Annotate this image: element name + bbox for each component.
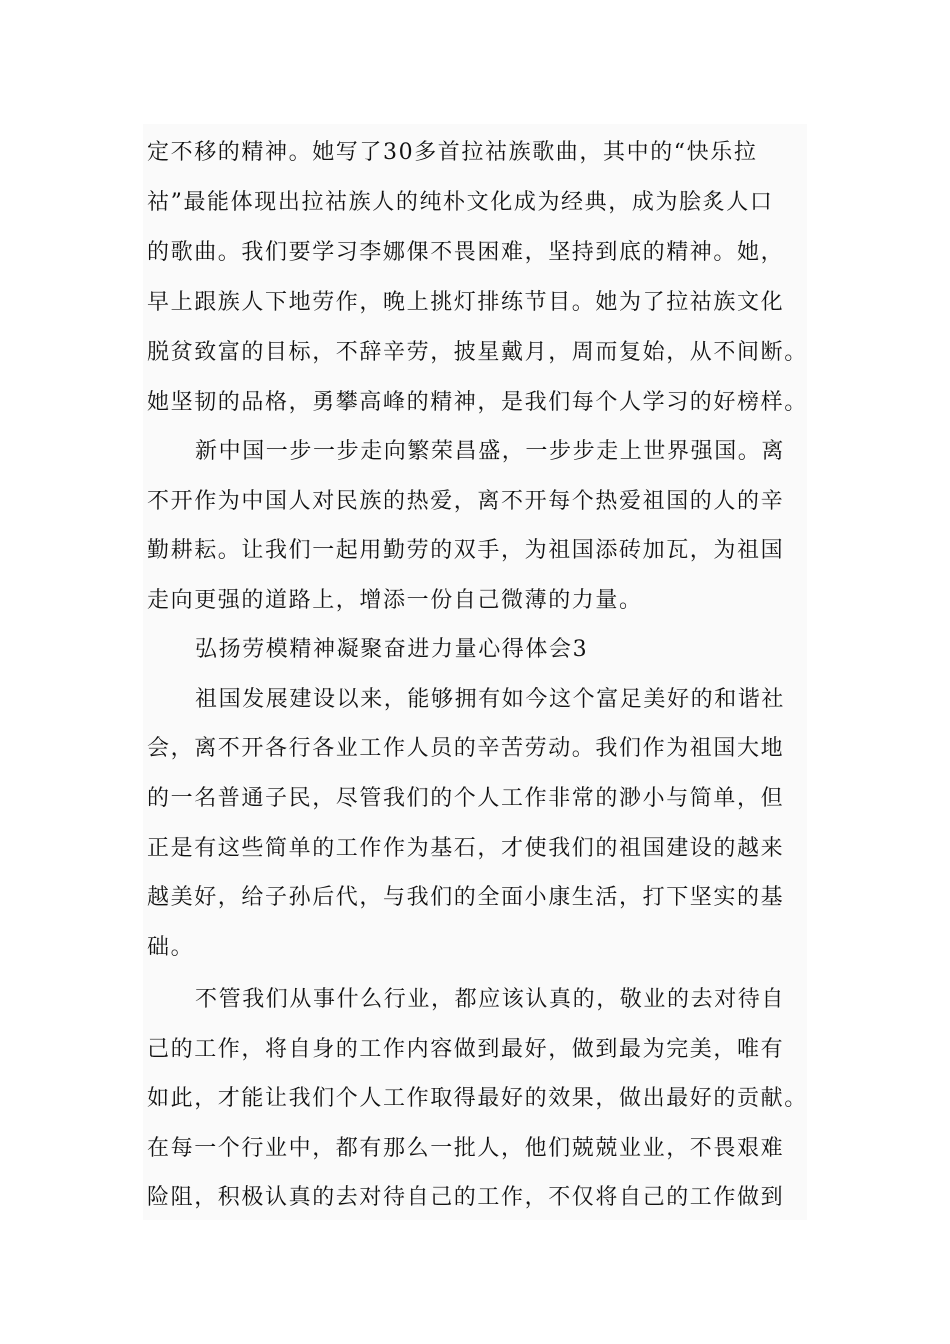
text-line: 越美好，给子孙后代，与我们的全面小康生活，打下坚实的基 [147, 885, 785, 910]
paragraph-first-line: 不管我们从事什么行业，都应该认真的，敬业的去对待自 [195, 987, 786, 1012]
text-line: 险阻，积极认真的去对待自己的工作，不仅将自己的工作做到 [147, 1185, 785, 1210]
text-line: 会，离不开各行各业工作人员的辛苦劳动。我们作为祖国大地 [147, 736, 785, 761]
text-line: 走向更强的道路上，增添一份自己微薄的力量。 [147, 588, 643, 613]
text-line: 祜”最能体现出拉祜族人的纯朴文化成为经典，成为脍炙人口 [147, 190, 774, 215]
text-line: 不开作为中国人对民族的热爱，离不开每个热爱祖国的人的辛 [147, 489, 785, 514]
text-line: 础。 [147, 935, 195, 960]
text-line: 勤耕耘。让我们一起用勤劳的双手，为祖国添砖加瓦，为祖国 [147, 538, 785, 563]
text-line: 脱贫致富的目标，不辞辛劳，披星戴月，周而复始，从不间断。 [147, 340, 808, 365]
text-line: 如此，才能让我们个人工作取得最好的效果，做出最好的贡献。 [147, 1086, 808, 1111]
text-line: 在每一个行业中，都有那么一批人，他们兢兢业业，不畏艰难 [147, 1136, 785, 1161]
paragraph-first-line: 新中国一步一步走向繁荣昌盛，一步步走上世界强国。离 [195, 439, 786, 464]
text-line: 正是有这些简单的工作作为基石，才使我们的祖国建设的越来 [147, 836, 785, 861]
text-line: 定不移的精神。她写了30多首拉祜族歌曲，其中的“快乐拉 [147, 140, 758, 165]
paragraph-first-line: 祖国发展建设以来，能够拥有如今这个富足美好的和谐社 [195, 687, 786, 712]
section-heading: 弘扬劳模精神凝聚奋进力量心得体会3 [195, 637, 589, 662]
text-line: 己的工作，将自身的工作内容做到最好，做到最为完美，唯有 [147, 1037, 785, 1062]
text-line: 的歌曲。我们要学习李娜倮不畏困难，坚持到底的精神。她， [147, 240, 785, 265]
text-line: 早上跟族人下地劳作，晚上挑灯排练节目。她为了拉祜族文化 [147, 290, 785, 315]
text-line: 的一名普通子民，尽管我们的个人工作非常的渺小与简单，但 [147, 786, 785, 811]
text-line: 她坚韧的品格，勇攀高峰的精神，是我们每个人学习的好榜样。 [147, 390, 808, 415]
document-body [143, 124, 807, 1220]
